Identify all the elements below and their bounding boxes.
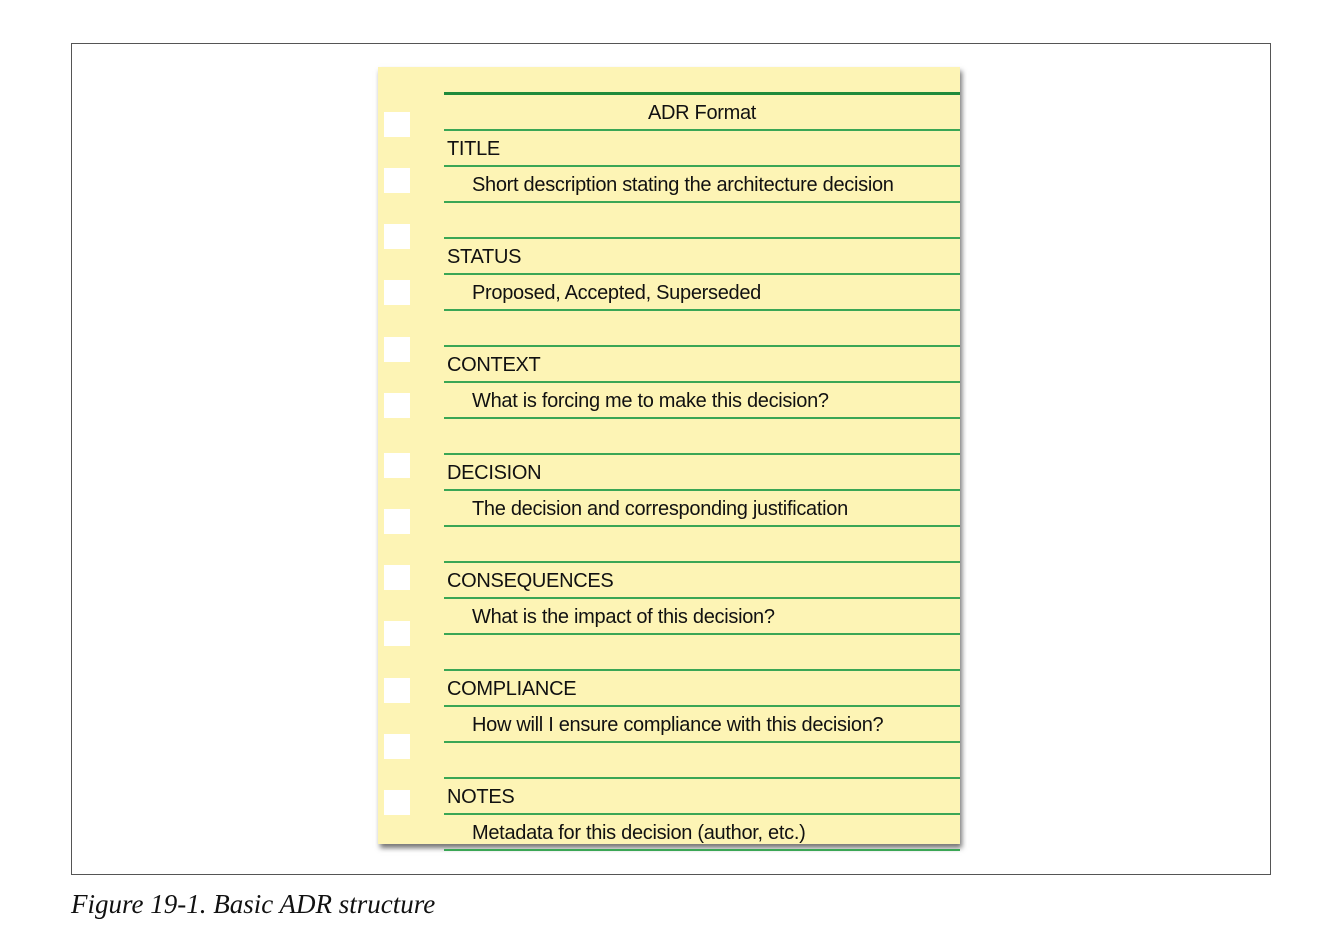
binder-hole: [384, 565, 410, 590]
section-description-row: [444, 815, 960, 851]
binder-holes: [384, 67, 410, 844]
binder-hole: [384, 112, 410, 137]
section-label: DECISION: [447, 462, 542, 484]
heading-text: ADR Format: [647, 102, 757, 124]
blank-row: [444, 203, 960, 239]
blank-row: [444, 527, 960, 563]
section-description-row: [444, 167, 960, 203]
section-description-row: [444, 599, 960, 635]
section-label: CONSEQUENCES: [447, 570, 614, 592]
blank-row: [444, 635, 960, 671]
binder-hole: [384, 453, 410, 478]
section-compliance-row: [444, 671, 960, 707]
section-description: The decision and corresponding justification: [472, 498, 848, 520]
section-description-row: [444, 275, 960, 311]
binder-hole: [384, 168, 410, 193]
section-label: STATUS: [447, 246, 522, 268]
blank-row: [444, 743, 960, 779]
adr-rows: [444, 95, 960, 851]
binder-hole: [384, 280, 410, 305]
blank-row: [444, 311, 960, 347]
section-decision-row: [444, 455, 960, 491]
section-notes-row: [444, 779, 960, 815]
section-label: COMPLIANCE: [447, 678, 577, 700]
section-description: How will I ensure compliance with this decision?: [472, 714, 884, 736]
blank-row: [444, 419, 960, 455]
section-description: Proposed, Accepted, Superseded: [472, 282, 761, 304]
section-consequences-row: [444, 563, 960, 599]
section-description: Short description stating the architecture decision: [472, 174, 894, 196]
binder-hole: [384, 678, 410, 703]
section-label: NOTES: [447, 786, 515, 808]
section-description: What is forcing me to make this decision?: [472, 390, 829, 412]
binder-hole: [384, 393, 410, 418]
notepad-paper: [378, 67, 960, 844]
binder-hole: [384, 337, 410, 362]
binder-hole: [384, 734, 410, 759]
section-status-row: [444, 239, 960, 275]
section-title-row: [444, 131, 960, 167]
binder-hole: [384, 621, 410, 646]
section-description-row: [444, 491, 960, 527]
adr-format-heading: [444, 95, 960, 131]
section-context-row: [444, 347, 960, 383]
section-description: What is the impact of this decision?: [472, 606, 775, 628]
figure-caption: Figure 19-1. Basic ADR structure: [71, 889, 436, 919]
binder-hole: [384, 509, 410, 534]
section-label: TITLE: [447, 138, 500, 160]
binder-hole: [384, 790, 410, 815]
section-description-row: [444, 383, 960, 419]
binder-hole: [384, 224, 410, 249]
section-description: Metadata for this decision (author, etc.): [472, 822, 806, 844]
section-description-row: [444, 707, 960, 743]
section-label: CONTEXT: [447, 354, 541, 376]
